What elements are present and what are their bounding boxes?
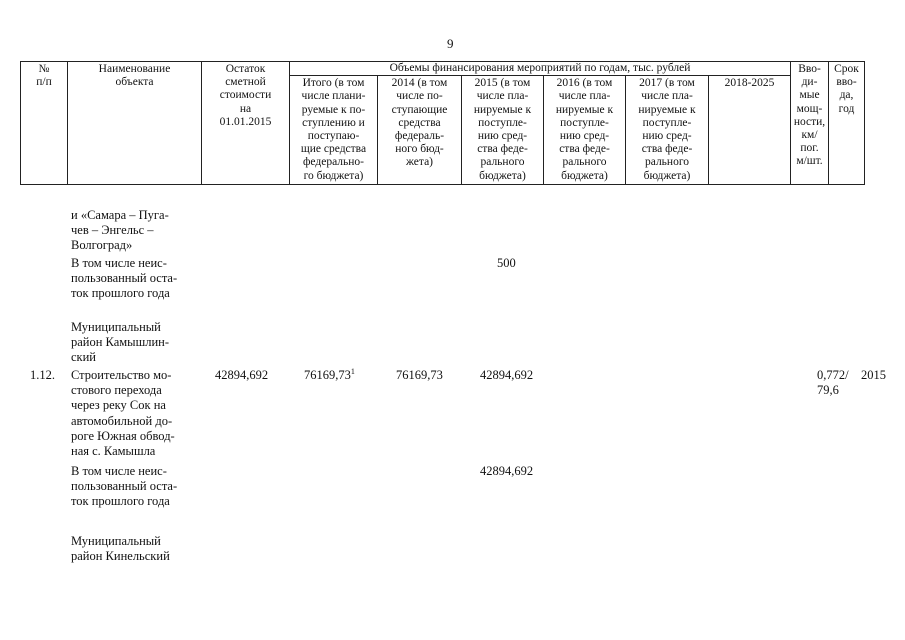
header-2016: 2016 (в том числе пла- нируемые к поступле- нию сред- ства феде- рального бюджета)	[544, 76, 626, 185]
header-total: Итого (в том числе плани- руемые к по- ступлению и поступаю- щие средства федерально- го бюджета)	[290, 76, 378, 185]
unused-remainder-2015-1: 500	[497, 256, 516, 270]
row-capacity: 0,772/ 79,6	[817, 368, 849, 398]
header-capacity: Вво- ди- мые мощ- ности, км/ пог. м/шт.	[791, 62, 829, 185]
row-term: 2015	[861, 368, 886, 382]
header-term: Срок вво- да, год	[829, 62, 865, 185]
row-2015: 42894,692	[480, 368, 534, 382]
header-2014: 2014 (в том числе по- ступающие средства федераль- ного бюд- жета)	[378, 76, 462, 185]
header-2017: 2017 (в том числе пла- нируемые к поступле- нию сред- ства феде- рального бюджета)	[626, 76, 709, 185]
unused-remainder-2015-2: 42894,692	[480, 464, 534, 478]
header-num: № п/п	[21, 62, 68, 185]
row-2014: 76169,73	[396, 368, 443, 382]
continued-object-name: и «Самара – Пуга- чев – Энгельс – Волгоград»	[71, 208, 169, 253]
unused-remainder-label-1: В том числе неис- пользованный оста- ток прошлого года	[71, 256, 178, 301]
header-table	[20, 61, 865, 185]
page-number: 9	[447, 36, 454, 51]
footnote-mark: 1	[350, 367, 355, 376]
header-name: Наименование объекта	[68, 62, 202, 185]
unused-remainder-label-2: В том числе неис- пользованный оста- ток прошлого года	[71, 464, 178, 509]
header-2015: 2015 (в том числе пла- нируемые к поступле- нию сред- ства феде- рального бюджета)	[462, 76, 544, 185]
row-number: 1.12.	[30, 368, 55, 382]
header-2018-2025: 2018-2025	[709, 76, 791, 185]
row-object-name: Строительство мо- стового перехода через реку Сок на автомобильной до- роге Южная обвод- ная с. Камышла	[71, 368, 175, 459]
district-kamyshlinsky: Муниципальный район Камышлин- ский	[71, 320, 169, 365]
header-remainder: Остаток сметной стоимости на 01.01.2015	[202, 62, 290, 185]
header-financing-title: Объемы финансирования мероприятий по годам, тыс. рублей	[290, 62, 791, 76]
row-remainder: 42894,692	[215, 368, 269, 382]
row-total: 76169,73$^1$	[304, 367, 355, 382]
district-kinelsky: Муниципальный район Кинельский	[71, 534, 170, 564]
